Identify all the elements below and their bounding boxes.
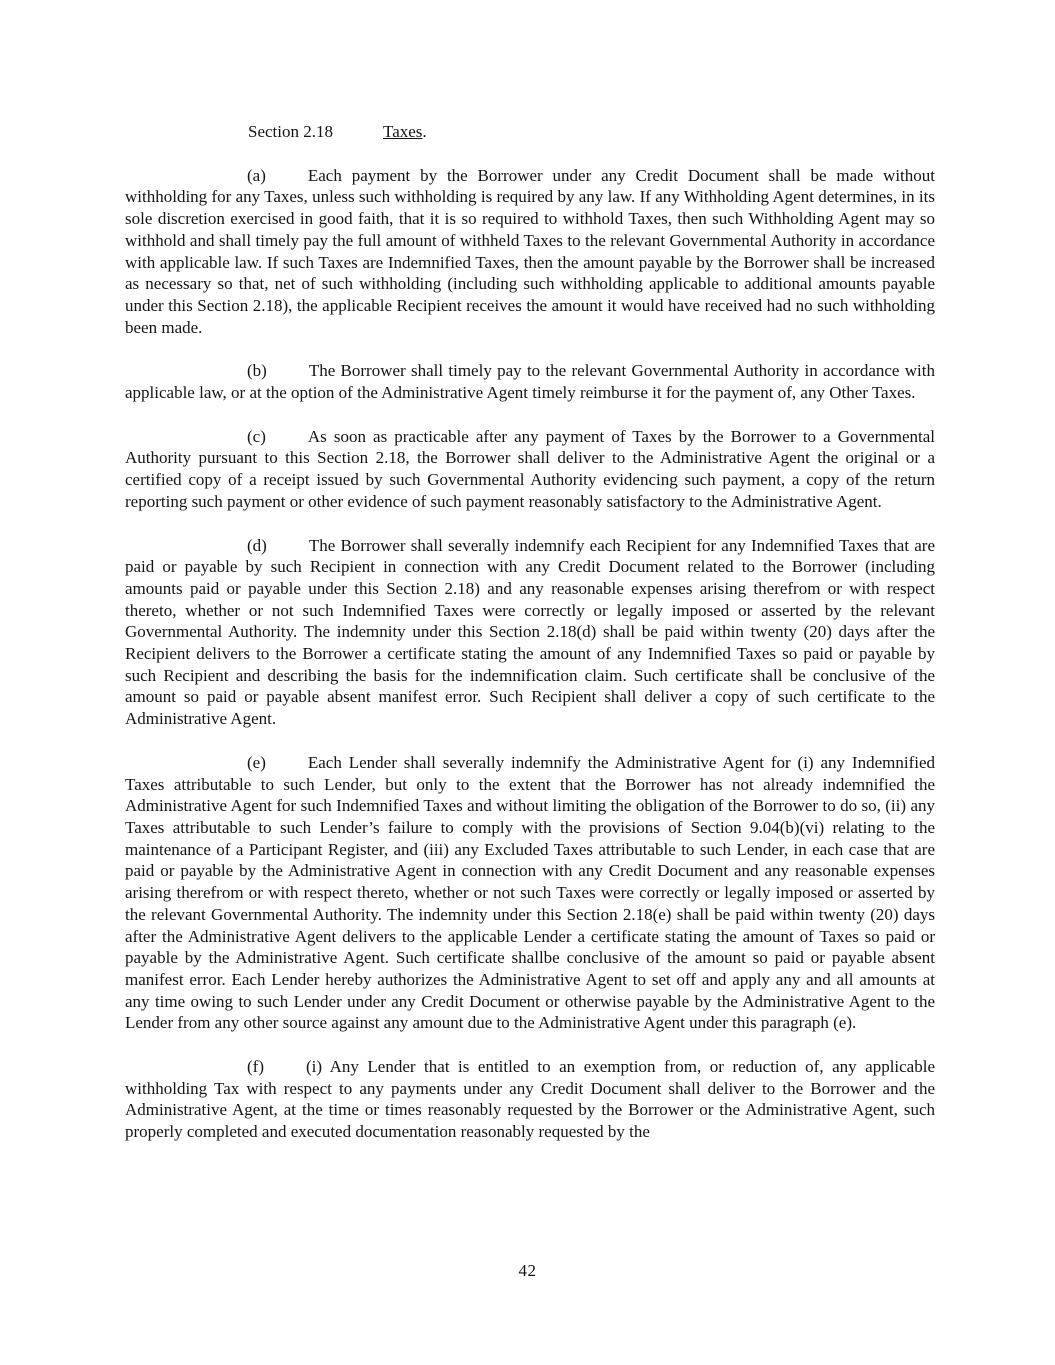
paragraph-b-text: The Borrower shall timely pay to the relevant Governmental Authority in accordance with applicable law, or at the option of the Administrative Agent timely reimburse it for the payment of, any Other Taxes. [125, 361, 935, 403]
paragraph-a [125, 165, 935, 339]
paragraph-b-label: (b) [247, 361, 267, 381]
paragraph-e-text: Each Lender shall severally indemnify the Administrative Agent for (i) any Indemnified Taxes attributable to such Lender, but only to the extent that the Borrower has not already indemnified the Administrative Agent for such Indemnified Taxes and without limiting the obligation of the Borrower to do so, (ii) any Taxes attributable to such Lender’s failure to comply with the provisions of Section 9.04(b)(vi) relating to the maintenance of a Participant Register, and (iii) any Excluded Taxes attributable to such Lender, in each case that are paid or payable by the Administrative Agent in connection with any Credit Document and any reasonable expenses arising therefrom or with respect thereto, whether or not such Taxes were correctly or legally imposed or asserted by the relevant Governmental Authority. The indemnity under this Section 2.18(e) shall be paid within twenty (20) days after the Administrative Agent delivers to the applicable Lender a certificate stating the amount of Taxes so paid or payable by the Administrative Agent. Such certificate shallbe conclusive of the amount so paid or payable absent manifest error. Each Lender hereby authorizes the Administrative Agent to set off and apply any and all amounts at any time owing to such Lender under any Credit Document or otherwise payable by the Administrative Agent to the Lender from any other source against any amount due to the Administrative Agent under this paragraph (e). [125, 752, 935, 1033]
paragraph-a-text: Each payment by the Borrower under any Credit Document shall be made without withholding for any Taxes, unless such withholding is required by any law. If any Withholding Agent determines, in its sole discretion exercised in good faith, that it is so required to withhold Taxes, then such Withholding Agent may so withhold and shall timely pay the full amount of withheld Taxes to the relevant Governmental Authority in accordance with applicable law. If such Taxes are Indemnified Taxes, then the amount payable by the Borrower shall be increased as necessary so that, net of such withholding (including such withholding applicable to additional amounts payable under this Section 2.18), the applicable Recipient receives the amount it would have received had no such withholding been made. [125, 165, 935, 337]
paragraph-d-text: The Borrower shall severally indemnify each Recipient for any Indemnified Taxes that are paid or payable by such Recipient in connection with any Credit Document related to the Borrower (including amounts paid or payable under this Section 2.18) and any reasonable expenses arising therefrom or with respect thereto, whether or not such Indemnified Taxes were correctly or legally imposed or asserted by the relevant Governmental Authority. The indemnity under this Section 2.18(d) shall be paid within twenty (20) days after the Recipient delivers to the Borrower a certificate stating the amount of any Indemnified Taxes so paid or payable by such Recipient and describing the basis for the indemnification claim. Such certificate shall be conclusive of the amount so paid or payable absent manifest error. Such Recipient shall deliver a copy of such certificate to the Administrative Agent. [125, 535, 935, 729]
paragraph-a-label: (a) [247, 165, 266, 185]
paragraph-d-label: (d) [247, 535, 267, 555]
tab-spacer [266, 441, 308, 442]
paragraph-c [125, 426, 935, 513]
tab-spacer [266, 767, 308, 768]
paragraph-e [125, 752, 935, 1034]
section-title: Taxes [383, 122, 423, 141]
tab-spacer [266, 180, 308, 181]
paragraph-f [125, 1056, 935, 1143]
tab-spacer [333, 136, 383, 137]
section-number: Section 2.18 [248, 122, 333, 141]
section-title-period: . [422, 122, 427, 141]
section-heading [125, 121, 935, 143]
page-number: 42 [518, 1261, 537, 1280]
paragraph-d [125, 535, 935, 730]
paragraph-e-label: (e) [247, 752, 266, 772]
paragraph-f-text: (i) Any Lender that is entitled to an exemption from, or reduction of, any applicable withholding Tax with respect to any payments under any Credit Document shall deliver to the Borrower and the Administrative Agent, at the time or times reasonably requested by the Borrower or the Administrative Agent, such properly completed and executed documentation reasonably requested by the [125, 1057, 935, 1142]
paragraph-b [125, 360, 935, 403]
tab-spacer [264, 1071, 306, 1072]
paragraph-c-label: (c) [247, 426, 266, 446]
paragraph-f-label: (f) [247, 1057, 264, 1077]
paragraph-c-text: As soon as practicable after any payment of Taxes by the Borrower to a Governmental Authority pursuant to this Section 2.18, the Borrower shall deliver to the Administrative Agent the original or a certified copy of a receipt issued by such Governmental Authority evidencing such payment, a copy of the return reporting such payment or other evidence of such payment reasonably satisfactory to the Administrative Agent. [125, 426, 935, 511]
tab-spacer [267, 550, 309, 551]
tab-spacer [267, 375, 309, 376]
document-body [125, 121, 935, 1143]
